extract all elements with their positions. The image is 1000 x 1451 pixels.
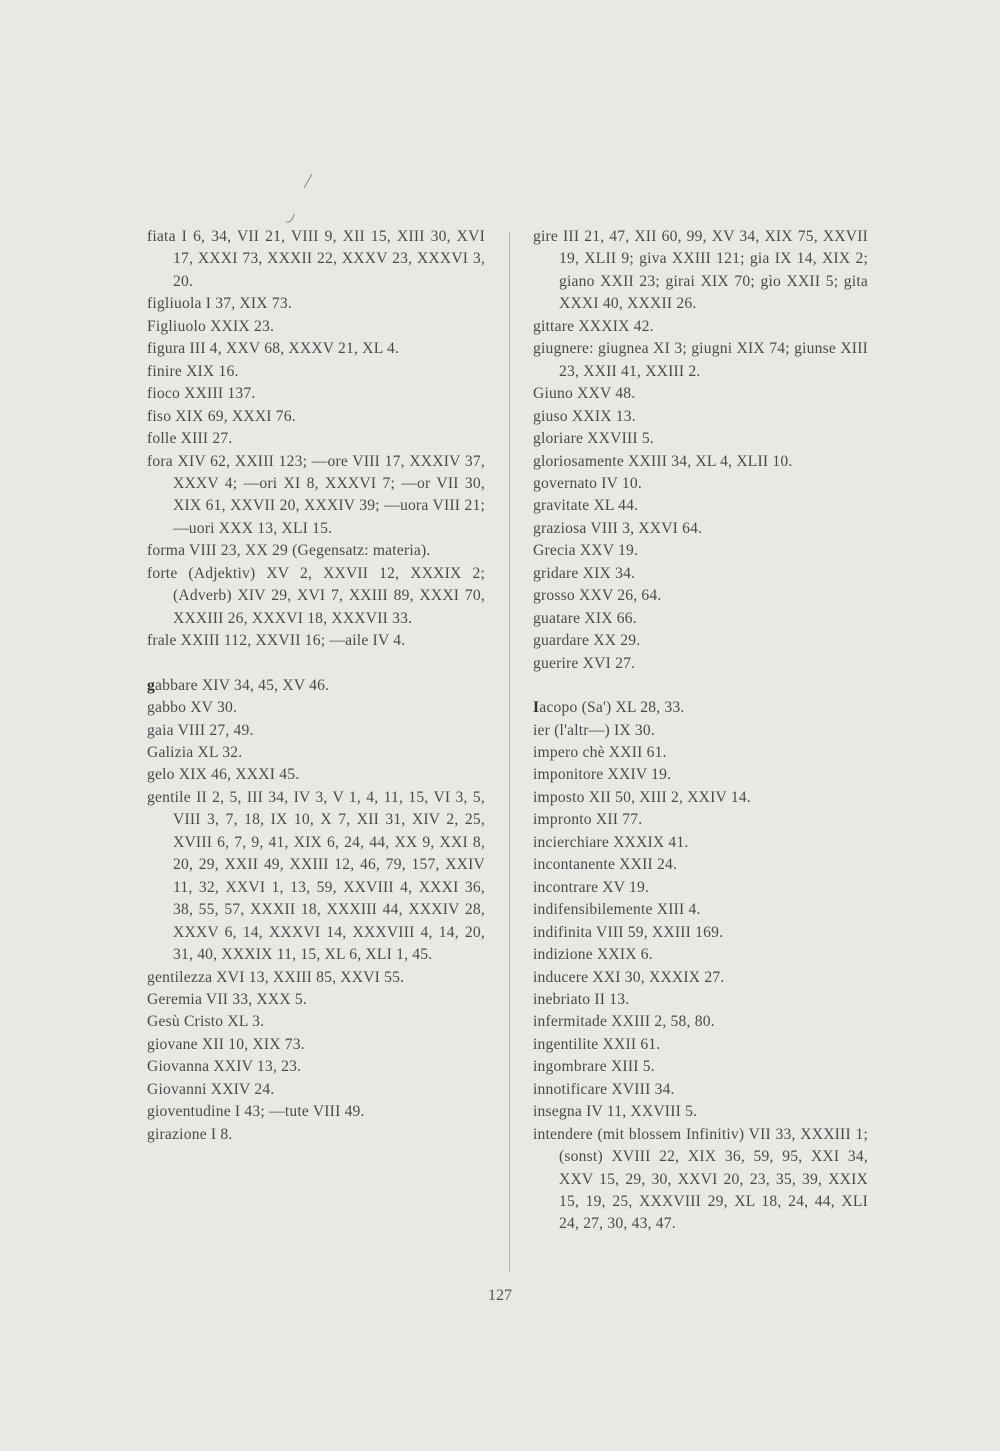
index-entry: figura III 4, XXV 68, XXXV 21, XL 4. [147,340,400,358]
index-entry: indifensibilemente XIII 4. [533,901,701,919]
index-entry: guerire XVI 27. [533,654,636,672]
index-entry: gelo XIX 46, XXXI 45. [147,766,300,784]
index-entry: gaia VIII 27, 49. [147,721,254,739]
left-column [147,226,485,1146]
index-entry: gentilezza XVI 13, XXIII 85, XXVI 55. [147,968,405,986]
left-entries-g [147,697,485,1146]
index-entry: Grecia XXV 19. [533,542,639,560]
index-entry: intendere (mit blossem Infinitiv) VII 33, XXXIII 1; (sonst) XVIII 22, XIX 36, 59, 95, XXI 34, XXV 15, 29, 30, XXVI 20, 23, 35, 39, XXIX 15, 19, 25, XXXVIII 29, XL 18, 24, 44, XLI 24, 27, 30, 43, 47. [533,1125,868,1233]
index-entry: impronto XII 77. [533,811,643,829]
index-entry: gentile II 2, 5, III 34, IV 3, V 1, 4, 11, 15, VI 3, 5, VIII 3, 7, 18, IX 10, X 7, XII 31, XIV 2, 25, XVIII 6, 7, 9, 41, XIX 6, 24, 44, XX 9, XXI 8, 20, 29, XXII 49, XXIII 12, 46, 79, 157, XXIV 11, 32, XXVI 1, 13, 59, XXVIII 4, XXXI 36, 38, 55, 57, XXXII 18, XXXIII 44, XXXIV 28, XXXV 6, 14, XXXVI 14, XXXVIII 4, 14, 20, 31, 40, XXXIX 11, 15, XL 6, XLI 1, 45. [147,788,485,964]
index-entry: fiso XIX 69, XXXI 76. [147,407,296,425]
right-column [533,226,868,1236]
index-entry-iacopo: Iacopo (Sa') XL 28, 33. [533,699,685,717]
index-entry: giuso XXIX 13. [533,407,636,425]
index-entry: girazione I 8. [147,1125,233,1143]
index-entry: incontanente XXII 24. [533,856,678,874]
page-number: 127 [488,1287,512,1304]
index-entry: gioventudine I 43; —tute VIII 49. [147,1103,365,1121]
right-entries-g [533,226,868,675]
index-entry: forma VIII 23, XX 29 (Gegensatz: materia). [147,542,431,560]
pencil-mark [268,168,328,228]
index-entry: insegna IV 11, XXVIII 5. [533,1103,698,1121]
index-entry: imponitore XXIV 19. [533,766,672,784]
index-entry: Figliuolo XXIX 23. [147,317,275,335]
index-entry: gire III 21, 47, XII 60, 99, XV 34, XIX 75, XXVII 19, XLII 9; giva XXIII 121; gia IX 14, XIX 2; giano XXII 23; girai XIX 70; gìo XXII 5; gita XXXI 40, XXXII 26. [533,228,868,313]
index-entry: impero chè XXII 61. [533,743,667,761]
right-entries-i [533,720,868,1236]
index-entry: gloriosamente XXIII 34, XL 4, XLII 10. [533,452,793,470]
index-entry: guardare XX 29. [533,632,641,650]
index-entry: folle XIII 27. [147,430,233,448]
index-entry: governato IV 10. [533,474,643,492]
index-entry: guatare XIX 66. [533,609,637,627]
index-entry: fioco XXIII 137. [147,385,256,403]
index-entry: grosso XXV 26, 64. [533,587,662,605]
index-entry: giugnere: giugnea XI 3; giugni XIX 74; giunse XIII 23, XXII 41, XXIII 2. [533,340,868,380]
index-entry: ier (l'altr—) IX 30. [533,721,655,739]
index-entry: forte (Adjektiv) XV 2, XXVII 12, XXXIX 2; (Adverb) XIV 29, XVI 7, XXIII 89, XXXI 70, XXXIII 26, XXXVI 18, XXXVII 33. [147,564,485,627]
index-entry: indifinita VIII 59, XXIII 169. [533,923,724,941]
left-entries-f [147,226,485,653]
index-entry: fiata I 6, 34, VII 21, VIII 9, XII 15, XIII 30, XVI 17, XXXI 73, XXXII 22, XXXV 23, XXXVI 3, 20. [147,228,485,290]
index-entry: inducere XXI 30, XXXIX 27. [533,968,725,986]
index-entry: gabbo XV 30. [147,699,238,717]
section-gap [147,653,485,675]
index-entry: indizione XXIX 6. [533,946,653,964]
index-entry: innotificare XVIII 34. [533,1080,675,1098]
index-entry: incierchiare XXXIX 41. [533,833,689,851]
column-divider [509,232,510,1272]
section-initial: g [147,676,155,694]
index-entry: Giovanni XXIV 24. [147,1080,275,1098]
index-entry: figliuola I 37, XIX 73. [147,295,292,313]
index-entry: Giuno XXV 48. [533,385,636,403]
index-entry: ingentilite XXII 61. [533,1035,661,1053]
index-entry-gabbare: gabbare XIV 34, 45, XV 46. [147,676,330,694]
index-entry: gloriare XXVIII 5. [533,430,654,448]
index-entry: Galizia XL 32. [147,743,243,761]
section-initial: I [533,699,540,717]
index-entry: gravitate XL 44. [533,497,639,515]
section-gap [533,675,868,697]
index-entry: incontrare XV 19. [533,878,650,896]
index-entry: Giovanna XXIV 13, 23. [147,1058,302,1076]
index-entry: giovane XII 10, XIX 73. [147,1035,305,1053]
index-entry: frale XXIII 112, XXVII 16; —aile IV 4. [147,632,406,650]
index-entry: finire XIX 16. [147,362,239,380]
index-entry: Gesù Cristo XL 3. [147,1013,265,1031]
index-entry: infermitade XXIII 2, 58, 80. [533,1013,715,1031]
index-entry: graziosa VIII 3, XXVI 64. [533,519,703,537]
index-entry: Geremia VII 33, XXX 5. [147,990,308,1008]
index-entry: gittare XXXIX 42. [533,317,654,335]
index-entry: gridare XIX 34. [533,564,636,582]
index-entry: inebriato II 13. [533,990,630,1008]
index-entry: fora XIV 62, XXIII 123; —ore VIII 17, XXXIV 37, XXXV 4; —ori XI 8, XXXVI 7; —or VII 30, XIX 61, XXVII 20, XXXIV 39; —uora VIII 21; —uori XXX 13, XLI 15. [147,452,485,537]
index-entry: imposto XII 50, XIII 2, XXIV 14. [533,788,751,806]
index-entry: ingombrare XIII 5. [533,1058,655,1076]
